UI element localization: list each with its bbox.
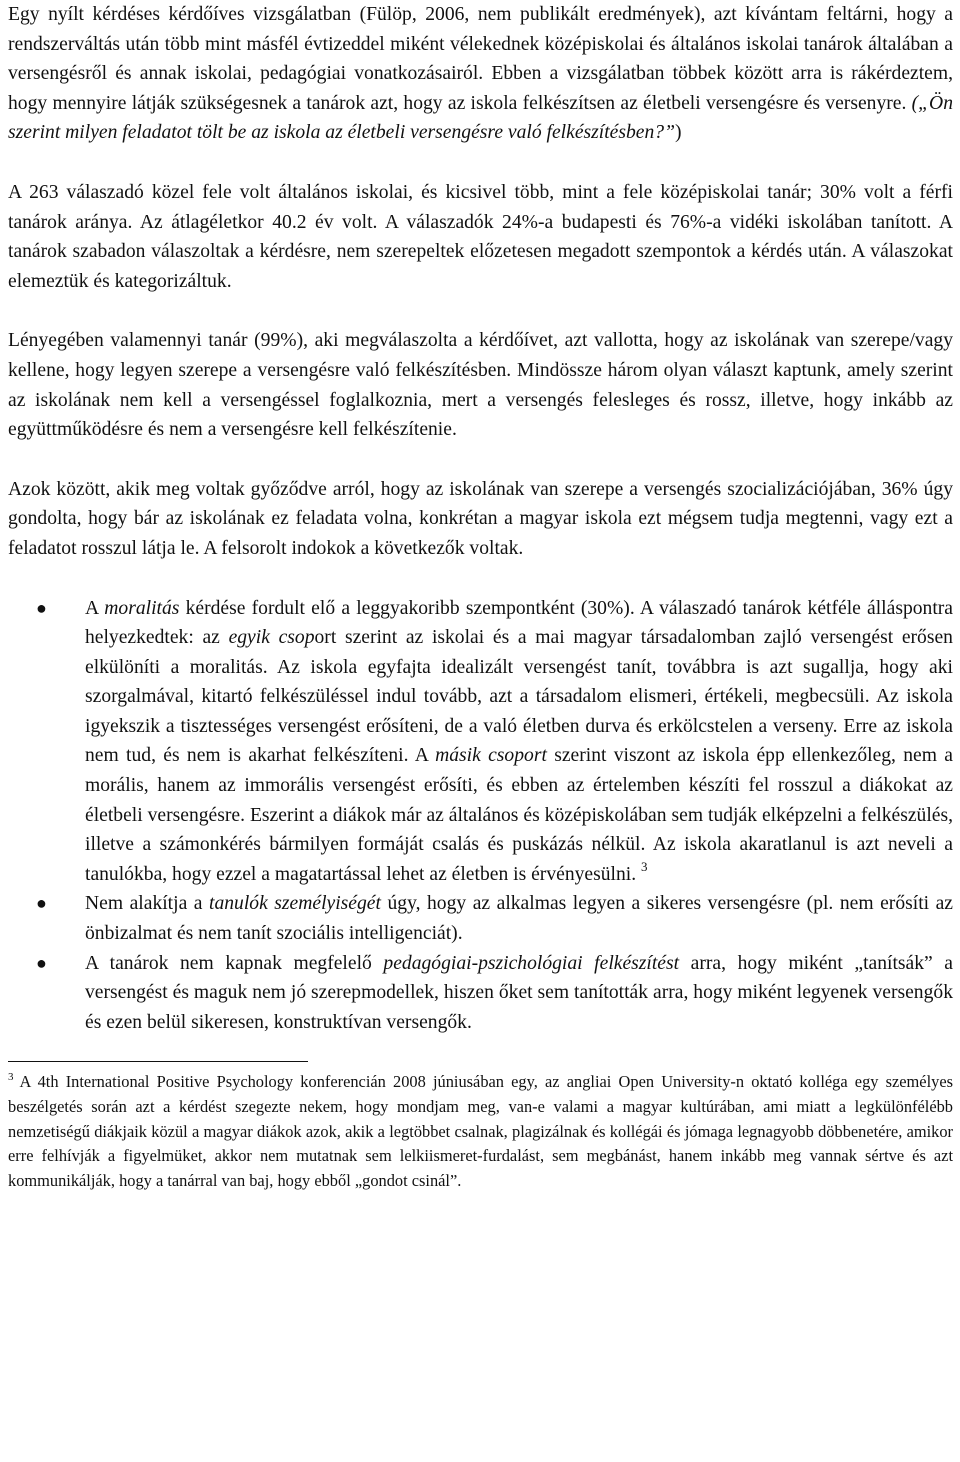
footnote-divider [8, 1061, 308, 1062]
footnote-number: 3 [8, 1071, 14, 1084]
list-item-personality [8, 889, 953, 948]
list-item-emphasis: tanulók személyiségét [209, 893, 381, 915]
list-item-text: kérdése fordult elő a leggyakoribb szempontként (30%). A válaszadó tanárok kétféle álláspontra helyezkedtek: az [85, 597, 953, 649]
reasons-list [8, 594, 953, 1038]
paragraph-results: Lényegében valamennyi tanár (99%), aki megválaszolta a kérdőívet, azt vallotta, hogy az iskolának van szerepe/vagy kellene, hogy legyen szerepe a versengésre való felkészítésben. Mindössze három olyan választ kaptunk, amely szerint az iskolának nem kell a versengéssel foglalkoznia, mert a versengés felesleges és rossz, illetve, hogy inkább az együttműködésre és nem a versengésre kell felkészítenie. [8, 330, 953, 441]
list-item-teacher-training [8, 949, 953, 1038]
list-item-text: úgy, hogy az alkalmas legyen a sikeres versengésre (pl. nem erősíti az önbizalmat és nem tanít szociális intelligenciát). [85, 893, 953, 945]
list-item-emphasis: moralitás [104, 597, 180, 619]
footnote-reference[interactable]: 3 [641, 858, 648, 874]
paragraph-respondents: A 263 válaszadó közel fele volt általános iskolai, és kicsivel több, mint a fele középiskolai tanár; 30% volt a férfi tanárok aránya. Az átlagéletkor 40.2 év volt. A válaszadók 24%-a budapesti és 76%-a vidéki iskolában tanított. A tanárok szabadon válaszoltak a kérdésre, nem szerepeltek előzetesen megadott szempontok a kérdés után. A válaszokat elemeztük és kategorizáltuk. [8, 181, 953, 292]
bullet-icon: ● [36, 597, 47, 618]
list-item-text: szerint viszont az iskola épp ellenkezőleg, nem a morális, hanem az immorális versengést erősíti, és ebben az értelemben készíti fel rosszul a diákokat az életbeli versengésre. Eszerint a diákok már az általános és középiskolában sem tudják elképzelni a felkészülés, illetve a számonkérés bármilyen formáját csalás és puskázás nélkül. Az iskola akaratlanul is azt neveli a tanulókba, hogy ezzel a magatartással lehet az életben is érvényesülni. [85, 745, 953, 885]
list-item-text: arra, hogy miként „tanítsák” a versengést és maguk nem jó szerepmodellek, hiszen őket sem tanították arra, hogy miként legyenek versengők és ezen belül sikeresen, konstruktívan versengők. [85, 952, 953, 1033]
list-item-text: A [85, 597, 105, 619]
bullet-icon: ● [36, 893, 47, 914]
list-item-text: A tanárok nem kapnak megfelelő [85, 952, 384, 974]
list-item-emphasis: másik csoport [435, 745, 547, 767]
survey-question: („Ön szerint milyen feladatot tölt be az iskola az életbeli versengésre való felkészítésben?” [8, 92, 953, 144]
list-item-text: Nem alakítja a [85, 893, 210, 915]
footnote [8, 1070, 953, 1193]
list-item-emphasis: egyik csop [228, 627, 315, 649]
paragraph-reasons-intro: Azok között, akik meg voltak győződve arról, hogy az iskolának van szerepe a versengés szocializációjában, 36% úgy gondolta, hogy bár az iskolának ez feladata volna, konkrétan a magyar iskola ezt mégsem tudja megtenni, vagy ezt a feladatot rosszul látja le. A felsorolt indokok a következők voltak. [8, 478, 953, 559]
bullet-icon: ● [36, 952, 47, 973]
paragraph-study-intro-text: Egy nyílt kérdéses kérdőíves vizsgálatban (Fülöp, 2006, nem publikált eredmények), azt kívántam feltárni, hogy a rendszerváltás után több mint másfél évtizeddel miként vélekednek középiskolai és általános iskolai tanárok általában a versengésről és annak iskolai, pedagógiai vonatkozásairól. Ebben a vizsgálatban többek között arra is rákérdeztem, hogy mennyire látják szükségesnek a tanárok azt, hogy az iskola felkészítsen az életbeli versengésre és versenyre. [8, 4, 953, 114]
paragraph-study-intro [8, 0, 953, 148]
list-item-text: ort szerint az iskolai és a mai magyar társadalomban zajló versengést erősen elkülöníti a moralitás. Az iskola egyfajta idealizált versengést tanít, továbbra is azt sugallja, hogy aki szorgalmával, kitartó felkészüléssel indul tovább, azt a társadalom elismeri, értékeli, megbecsüli. Az iskola igyekszik a tisztességes versengést erősíteni, de a való életben durva és erkölcstelen a verseny. Erre az iskola nem tud, és nem is akarhat felkészíteni. A [85, 627, 953, 767]
list-item-emphasis: pedagógiai-pszichológiai felkészítést [383, 952, 680, 974]
footnote-text: A 4th International Positive Psychology konferencián 2008 júniusában egy, az angliai Open University-n oktató kolléga egy személyes beszélgetés során azt a kérdést szegezte nekem, hogy mondjam meg, van-e valami a magyar kultúrában, ami miatt a legkülönfélébb nemzetiségű diákjaik közül a magyar diákok azok, akik a legtöbbet csalnak, plagizálnak és kollégái és jómaga legnagyobb döbbenetére, amikor erre felhívják a figyelmüket, akkor nem mutatnak sem lelkiismeret-furdalást, sem megbánást, hanem inkább meg vannak sértve és azt kommunikálják, hogy a tanárral van baj, hogy ebből „gondot csinál”. [8, 1072, 953, 1190]
survey-question-close: ) [674, 122, 682, 144]
list-item-morality [8, 594, 953, 890]
